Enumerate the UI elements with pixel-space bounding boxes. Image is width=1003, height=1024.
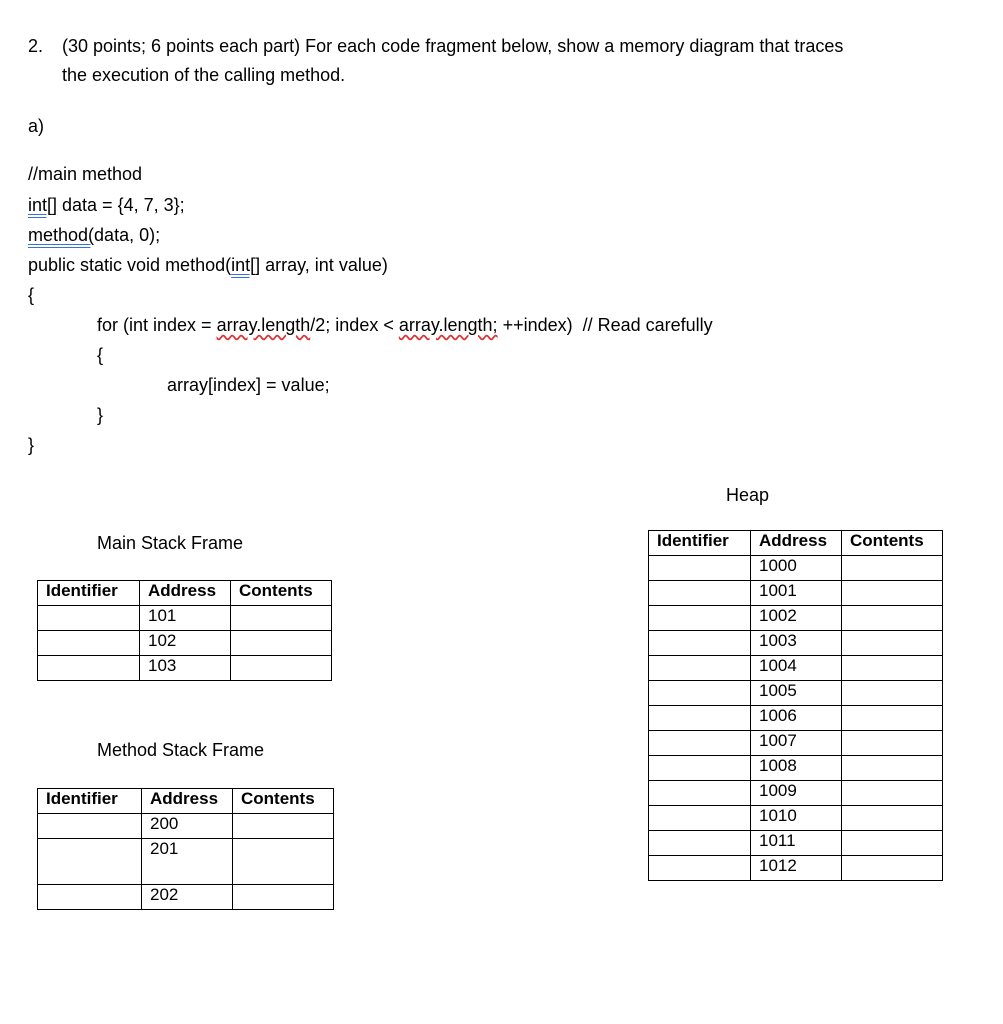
address-cell: 200 — [142, 814, 233, 839]
code-text: /2; index < — [310, 315, 399, 335]
identifier-cell[interactable] — [38, 631, 140, 656]
code-array-length: array.length — [216, 315, 311, 335]
contents-cell[interactable] — [842, 606, 943, 631]
address-cell: 1009 — [751, 781, 842, 806]
table-row — [649, 706, 943, 731]
table-row — [38, 839, 334, 885]
table-row — [649, 831, 943, 856]
code-text: array, int value) — [260, 255, 388, 275]
address-cell: 1012 — [751, 856, 842, 881]
address-cell: 1006 — [751, 706, 842, 731]
contents-cell[interactable] — [842, 556, 943, 581]
code-comment: //main method — [28, 164, 143, 184]
contents-cell[interactable] — [233, 839, 334, 885]
identifier-cell[interactable] — [38, 606, 140, 631]
code-array-length: array.length; — [398, 315, 498, 335]
code-method-name: method( — [28, 225, 95, 245]
address-cell: 1010 — [751, 806, 842, 831]
identifier-cell[interactable] — [38, 656, 140, 681]
code-text: public static void method( — [28, 255, 232, 275]
identifier-cell[interactable] — [649, 756, 751, 781]
table-row — [649, 556, 943, 581]
contents-cell[interactable] — [842, 656, 943, 681]
code-text: data, 0); — [94, 225, 161, 245]
identifier-cell[interactable] — [649, 631, 751, 656]
contents-cell[interactable] — [842, 706, 943, 731]
main-frame-title: Main Stack Frame — [97, 533, 244, 553]
contents-cell[interactable] — [842, 856, 943, 881]
table-row — [38, 885, 334, 910]
table-row — [649, 856, 943, 881]
contents-cell[interactable] — [842, 731, 943, 756]
identifier-cell[interactable] — [38, 814, 142, 839]
address-cell: 1000 — [751, 556, 842, 581]
code-text: ++index) // Read carefully — [497, 315, 713, 335]
address-cell: 1008 — [751, 756, 842, 781]
table-row — [649, 606, 943, 631]
code-close-brace: } — [28, 435, 35, 455]
code-loop-body: array[index] = value; — [167, 375, 330, 395]
address-cell: 1004 — [751, 656, 842, 681]
column-header: Identifier — [38, 789, 142, 814]
part-label: a) — [28, 116, 45, 136]
code-inner-open-brace: { — [97, 345, 104, 365]
question-number: 2. — [28, 36, 44, 56]
table-row — [649, 656, 943, 681]
identifier-cell[interactable] — [649, 856, 751, 881]
contents-cell[interactable] — [233, 885, 334, 910]
contents-cell[interactable] — [842, 831, 943, 856]
table-row — [649, 781, 943, 806]
identifier-cell[interactable] — [649, 606, 751, 631]
column-header: Identifier — [38, 581, 140, 606]
code-text: data = {4, 7, 3}; — [57, 195, 185, 215]
code-inner-close-brace: } — [97, 405, 104, 425]
identifier-cell[interactable] — [649, 781, 751, 806]
code-line-signature — [28, 254, 388, 276]
contents-cell[interactable] — [842, 806, 943, 831]
table-row — [38, 606, 332, 631]
table-row — [38, 814, 334, 839]
identifier-cell[interactable] — [649, 681, 751, 706]
contents-cell[interactable] — [231, 656, 332, 681]
contents-cell[interactable] — [233, 814, 334, 839]
address-cell: 101 — [140, 606, 231, 631]
main-stack-frame-table — [37, 580, 332, 681]
code-keyword-int-array: int[] — [231, 255, 261, 275]
address-cell: 1007 — [751, 731, 842, 756]
contents-cell[interactable] — [842, 631, 943, 656]
table-row — [649, 756, 943, 781]
contents-cell[interactable] — [842, 781, 943, 806]
contents-cell[interactable] — [842, 756, 943, 781]
heap-rows — [649, 556, 943, 881]
column-header: Contents — [231, 581, 332, 606]
address-cell: 1001 — [751, 581, 842, 606]
heap-title: Heap — [726, 485, 770, 505]
column-header: Address — [751, 531, 842, 556]
table-row — [649, 806, 943, 831]
identifier-cell[interactable] — [649, 656, 751, 681]
code-open-brace: { — [28, 285, 35, 305]
table-row — [649, 681, 943, 706]
identifier-cell[interactable] — [649, 556, 751, 581]
code-line-for — [97, 314, 713, 336]
column-header: Contents — [233, 789, 334, 814]
column-header: Identifier — [649, 531, 751, 556]
address-cell: 201 — [142, 839, 233, 885]
address-cell: 1011 — [751, 831, 842, 856]
contents-cell[interactable] — [842, 581, 943, 606]
address-cell: 1002 — [751, 606, 842, 631]
address-cell: 102 — [140, 631, 231, 656]
contents-cell[interactable] — [231, 606, 332, 631]
table-row — [649, 581, 943, 606]
code-keyword-int-array: int[] — [28, 195, 58, 215]
identifier-cell[interactable] — [649, 581, 751, 606]
identifier-cell[interactable] — [649, 731, 751, 756]
question-text-line2: the execution of the calling method. — [62, 65, 346, 85]
address-cell: 103 — [140, 656, 231, 681]
code-line-data — [28, 194, 185, 216]
contents-cell[interactable] — [231, 631, 332, 656]
heap-table — [648, 530, 943, 881]
method-frame-title: Method Stack Frame — [97, 740, 265, 760]
identifier-cell[interactable] — [649, 706, 751, 731]
identifier-cell[interactable] — [38, 839, 142, 885]
contents-cell[interactable] — [842, 681, 943, 706]
identifier-cell[interactable] — [38, 885, 142, 910]
question-text-line1: (30 points; 6 points each part) For each code fragment below, show a memory diagram that traces — [62, 36, 844, 56]
table-row — [38, 631, 332, 656]
table-row — [649, 731, 943, 756]
method-stack-frame-table — [37, 788, 334, 910]
column-header: Address — [140, 581, 231, 606]
column-header: Contents — [842, 531, 943, 556]
identifier-cell[interactable] — [649, 806, 751, 831]
column-header: Address — [142, 789, 233, 814]
address-cell: 1003 — [751, 631, 842, 656]
code-text: for (int index = — [97, 315, 217, 335]
code-line-call — [28, 224, 160, 246]
table-row — [38, 656, 332, 681]
address-cell: 1005 — [751, 681, 842, 706]
address-cell: 202 — [142, 885, 233, 910]
identifier-cell[interactable] — [649, 831, 751, 856]
table-row — [649, 631, 943, 656]
